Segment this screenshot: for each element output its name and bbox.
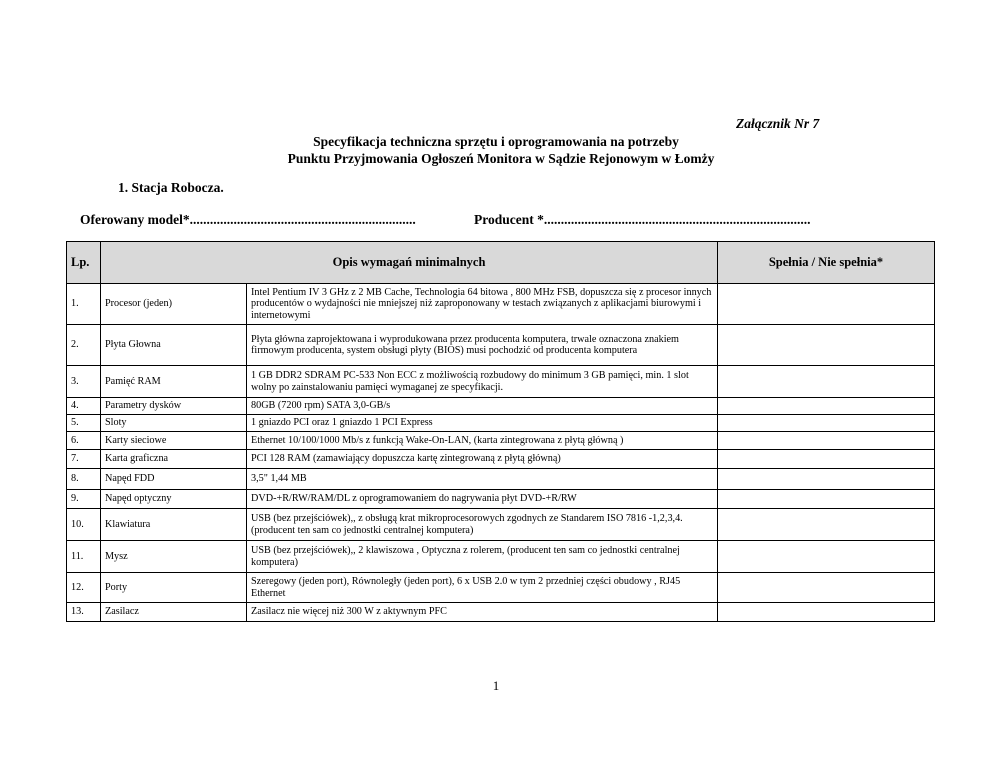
compliance-cell[interactable] [718, 366, 935, 398]
row-number: 7. [67, 450, 101, 469]
row-number: 9. [67, 490, 101, 509]
requirement-description: 3,5" 1,44 MB [247, 469, 718, 490]
requirement-description: USB (bez przejściówek),, 2 klawiszowa , Optyczna z rolerem, (producent ten sam co jednostki centralnej komputera) [247, 541, 718, 573]
requirement-description: DVD-+R/RW/RAM/DL z oprogramowaniem do nagrywania płyt DVD-+R/RW [247, 490, 718, 509]
header-compliance: Spełnia / Nie spełnia* [718, 242, 935, 284]
row-number: 13. [67, 603, 101, 622]
component-name: Zasilacz [101, 603, 247, 622]
title-line-1: Specyfikacja techniczna sprzętu i oprogramowania na potrzeby [313, 134, 679, 149]
table-row [67, 490, 935, 509]
compliance-cell[interactable] [718, 398, 935, 415]
requirement-description: Płyta główna zaprojektowana i wyprodukowana przez producenta komputera, trwale oznaczona znakiem firmowym producenta, system obsługi płyty (BIOS) musi pochodzić od producenta komputera [247, 325, 718, 366]
compliance-cell[interactable] [718, 450, 935, 469]
compliance-cell[interactable] [718, 284, 935, 325]
requirement-description: Ethernet 10/100/1000 Mb/s z funkcją Wake-On-LAN, (karta zintegrowana z płytą główną ) [247, 432, 718, 450]
component-name: Porty [101, 573, 247, 603]
compliance-cell[interactable] [718, 541, 935, 573]
table-row [67, 432, 935, 450]
offered-model-field: Oferowany model*................................................................... [80, 212, 416, 227]
row-number: 8. [67, 469, 101, 490]
header-description: Opis wymagań minimalnych [101, 242, 718, 284]
section-heading: 1. Stacja Robocza. [118, 180, 224, 195]
requirement-description: USB (bez przejściówek),, z obsługą krat mikroprocesorowych zgodnych ze Standarem ISO 7816 -1,2,3,4. (producent ten sam co jednostki centralnej komputera) [247, 509, 718, 541]
requirement-description: 1 gniazdo PCI oraz 1 gniazdo 1 PCI Express [247, 415, 718, 432]
component-name: Klawiatura [101, 509, 247, 541]
table-row [67, 509, 935, 541]
row-number: 2. [67, 325, 101, 366]
table-row [67, 415, 935, 432]
row-number: 4. [67, 398, 101, 415]
compliance-cell[interactable] [718, 432, 935, 450]
component-name: Karty sieciowe [101, 432, 247, 450]
row-number: 3. [67, 366, 101, 398]
component-name: Płyta Głowna [101, 325, 247, 366]
compliance-cell[interactable] [718, 509, 935, 541]
component-name: Parametry dysków [101, 398, 247, 415]
table-row [67, 541, 935, 573]
component-name: Napęd FDD [101, 469, 247, 490]
table-row [67, 284, 935, 325]
table-row [67, 366, 935, 398]
component-name: Karta graficzna [101, 450, 247, 469]
row-number: 11. [67, 541, 101, 573]
table-row [67, 603, 935, 622]
title-line-2: Punktu Przyjmowania Ogłoszeń Monitora w Sądzie Rejonowym w Łomży [287, 151, 715, 166]
row-number: 5. [67, 415, 101, 432]
compliance-cell[interactable] [718, 603, 935, 622]
table-row [67, 469, 935, 490]
table-row [67, 450, 935, 469]
table-row [67, 398, 935, 415]
requirement-description: Szeregowy (jeden port), Równoległy (jeden port), 6 x USB 2.0 w tym 2 przedniej części obudowy , RJ45 Ethernet [247, 573, 718, 603]
table-header-row [67, 242, 935, 284]
page-number: 1 [492, 678, 500, 693]
row-number: 6. [67, 432, 101, 450]
producer-field: Producent *............................................................................... [474, 212, 811, 227]
row-number: 12. [67, 573, 101, 603]
compliance-cell[interactable] [718, 325, 935, 366]
compliance-cell[interactable] [718, 469, 935, 490]
table-row [67, 325, 935, 366]
component-name: Pamięć RAM [101, 366, 247, 398]
compliance-cell[interactable] [718, 415, 935, 432]
compliance-cell[interactable] [718, 573, 935, 603]
requirement-description: Zasilacz nie więcej niż 300 W z aktywnym PFC [247, 603, 718, 622]
header-lp: Lp. [67, 242, 101, 284]
requirement-description: Intel Pentium IV 3 GHz z 2 MB Cache, Technologia 64 bitowa , 800 MHz FSB, dopuszcza się z procesor innych producentów o wydajności nie mniejszej niż zaproponowany w testach związanych z aplikacjami biurowymi i internetowymi [247, 284, 718, 325]
component-name: Procesor (jeden) [101, 284, 247, 325]
component-name: Napęd optyczny [101, 490, 247, 509]
requirement-description: 80GB (7200 rpm) SATA 3,0-GB/s [247, 398, 718, 415]
compliance-cell[interactable] [718, 490, 935, 509]
annex-label: Załącznik Nr 7 [736, 116, 820, 131]
row-number: 1. [67, 284, 101, 325]
component-name: Mysz [101, 541, 247, 573]
requirement-description: 1 GB DDR2 SDRAM PC-533 Non ECC z możliwością rozbudowy do minimum 3 GB pamięci, min. 1 slot wolny po zainstalowaniu pamięci wymaganej ze specyfikacji. [247, 366, 718, 398]
specification-table [66, 241, 935, 622]
row-number: 10. [67, 509, 101, 541]
requirement-description: PCI 128 RAM (zamawiający dopuszcza kartę zintegrowaną z płytą główną) [247, 450, 718, 469]
document-title [0, 133, 992, 167]
component-name: Sloty [101, 415, 247, 432]
table-row [67, 573, 935, 603]
